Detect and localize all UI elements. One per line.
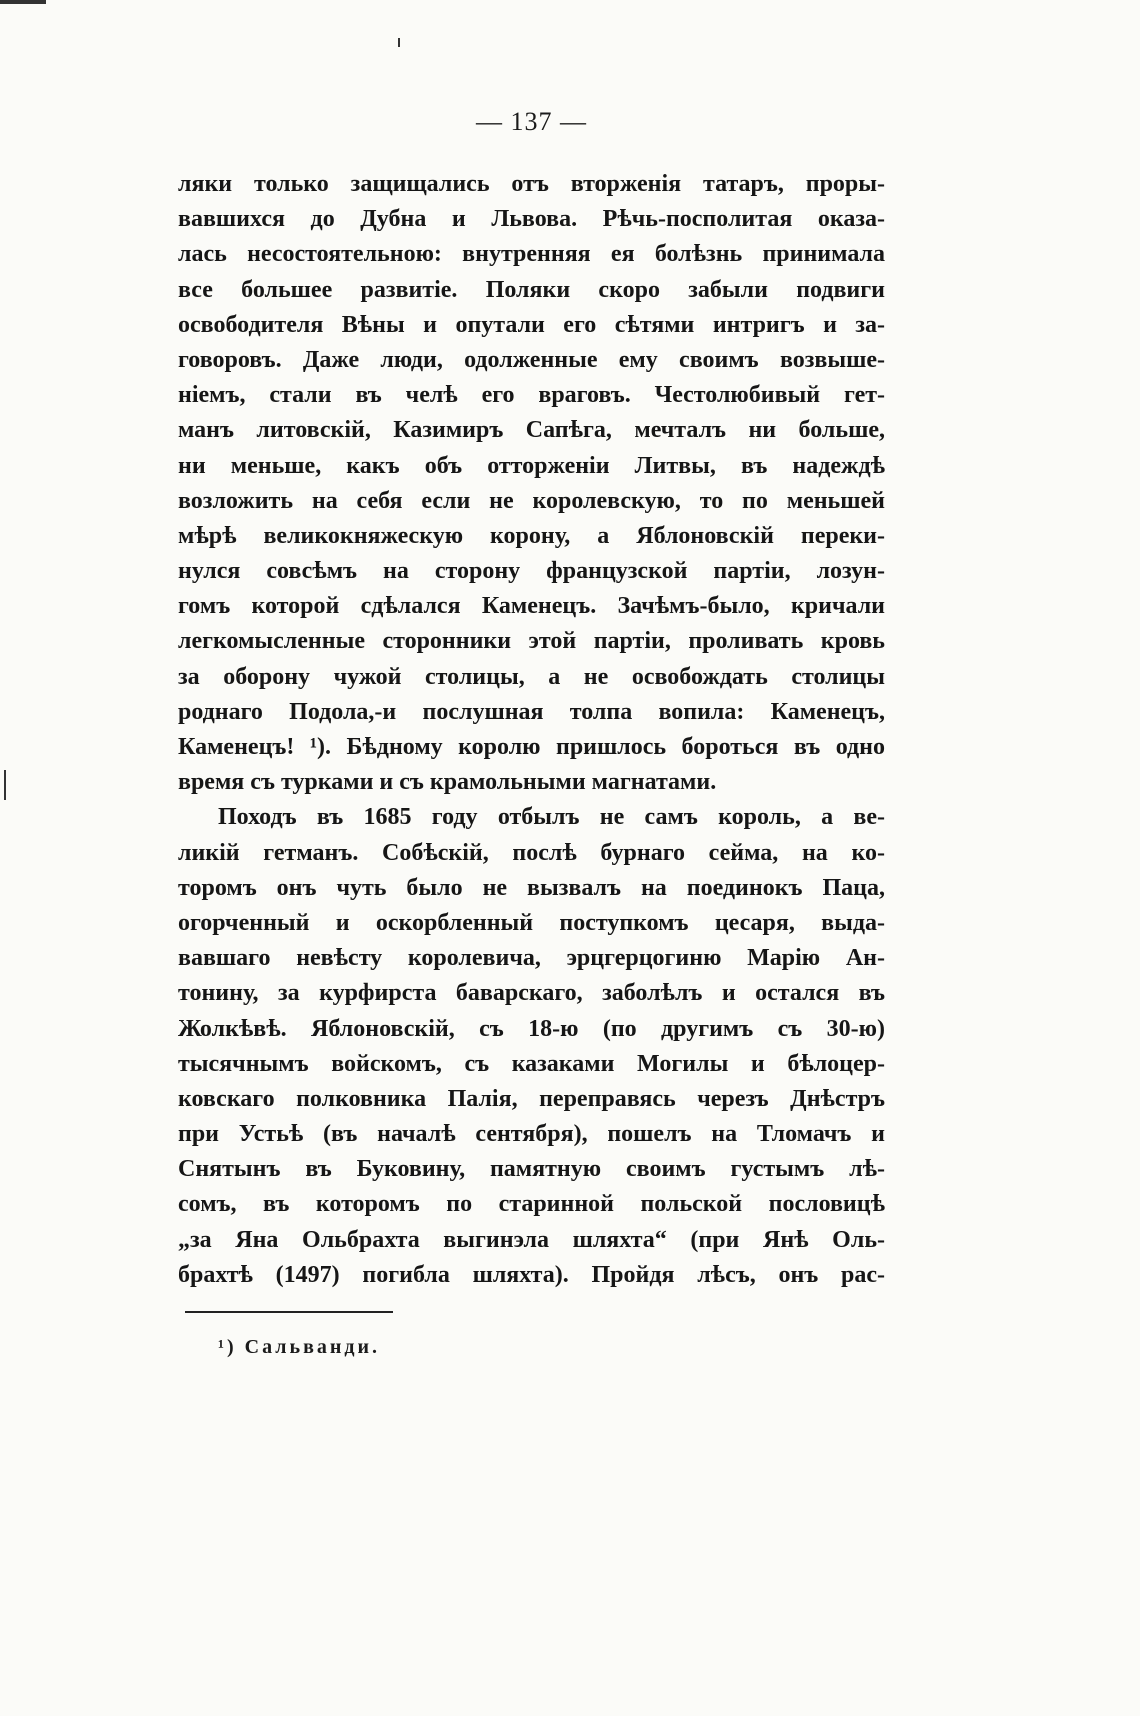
- text-line: тонину, за курфирста баварскаго, заболѣлъ и остался въ: [178, 980, 885, 1007]
- text-line: Каменецъ! ¹). Бѣдному королю пришлось бороться въ одно: [178, 734, 885, 760]
- text-line: мѣрѣ великокняжескую корону, а Яблоновскій переки-: [178, 522, 885, 549]
- text-line: при Устьѣ (въ началѣ сентября), пошелъ на Тломачъ и: [178, 1121, 885, 1148]
- text-line: тысячнымъ войскомъ, съ казаками Могилы и бѣлоцер-: [178, 1050, 885, 1077]
- text-line: вавшаго невѣсту королевича, эрцгерцогиню Марію Ан-: [178, 945, 885, 972]
- scan-artifact: [398, 38, 400, 47]
- scan-artifact: [0, 0, 46, 4]
- text-line: лась несостоятельною: внутренняя ея болѣзнь принимала: [178, 241, 885, 268]
- body-text: [178, 167, 885, 1293]
- text-line: „за Яна Ольбрахта выгинэла шляхта“ (при Янѣ Оль-: [178, 1226, 885, 1253]
- text-line: ляки только защищались отъ вторженія татаръ, проры-: [178, 171, 885, 197]
- text-line: все большее развитіе. Поляки скоро забыли подвиги: [178, 276, 885, 303]
- text-line: Походъ въ 1685 году отбылъ не самъ король, а ве-: [218, 804, 885, 831]
- text-line: роднаго Подола,-и послушная толпа вопила: Каменецъ,: [178, 698, 885, 725]
- text-line: нулся совсѣмъ на сторону французской партіи, лозун-: [178, 558, 885, 585]
- footnote: ¹) Сальванди.: [218, 1336, 381, 1358]
- text-line: брахтѣ (1497) погибла шляхта). Пройдя лѣсъ, онъ рас-: [178, 1261, 885, 1288]
- text-line: ликій гетманъ. Собѣскій, послѣ бурнаго сейма, на ко-: [178, 839, 885, 866]
- text-line: ни меньше, какъ объ отторженіи Литвы, въ надеждѣ: [178, 452, 885, 479]
- paragraph: [178, 800, 885, 1293]
- text-line: Снятынъ въ Буковину, памятную своимъ густымъ лѣ-: [178, 1156, 885, 1183]
- text-line: огорченный и оскорбленный поступкомъ цесаря, выда-: [178, 909, 885, 936]
- page-number: — 137 —: [476, 107, 587, 136]
- footnote-separator: [185, 1311, 393, 1313]
- text-line: гомъ которой сдѣлался Каменецъ. Зачѣмъ-было, кричали: [178, 593, 885, 620]
- text-line: говоровъ. Даже люди, одолженные ему своимъ возвыше-: [178, 346, 885, 373]
- text-line: возложить на себя если не королевскую, то по меньшей: [178, 487, 885, 514]
- text-line: легкомысленные сторонники этой партіи, проливать кровь: [178, 628, 885, 655]
- text-line: ніемъ, стали въ челѣ его враговъ. Честолюбивый гет-: [178, 382, 885, 409]
- text-line: ковскаго полковника Палія, переправясь черезъ Днѣстръ: [178, 1085, 885, 1112]
- text-line: время съ турками и съ крамольными магнатами.: [178, 769, 717, 796]
- text-line: вавшихся до Дубна и Львова. Рѣчь-посполитая оказа-: [178, 206, 885, 233]
- paragraph: [178, 167, 885, 800]
- text-line: торомъ онъ чуть было не вызвалъ на поединокъ Паца,: [178, 874, 885, 901]
- text-line: Жолкѣвѣ. Яблоновскій, съ 18-ю (по другимъ съ 30-ю): [178, 1015, 885, 1042]
- text-line: за оборону чужой столицы, а не освобождать столицы: [178, 663, 885, 690]
- text-line: манъ литовскій, Казимиръ Сапѣга, мечталъ ни больше,: [178, 417, 885, 444]
- text-line: освободителя Вѣны и опутали его сѣтями интригъ и за-: [178, 311, 885, 338]
- text-line: сомъ, въ которомъ по старинной польской пословицѣ: [178, 1191, 885, 1218]
- scan-artifact: [4, 770, 6, 800]
